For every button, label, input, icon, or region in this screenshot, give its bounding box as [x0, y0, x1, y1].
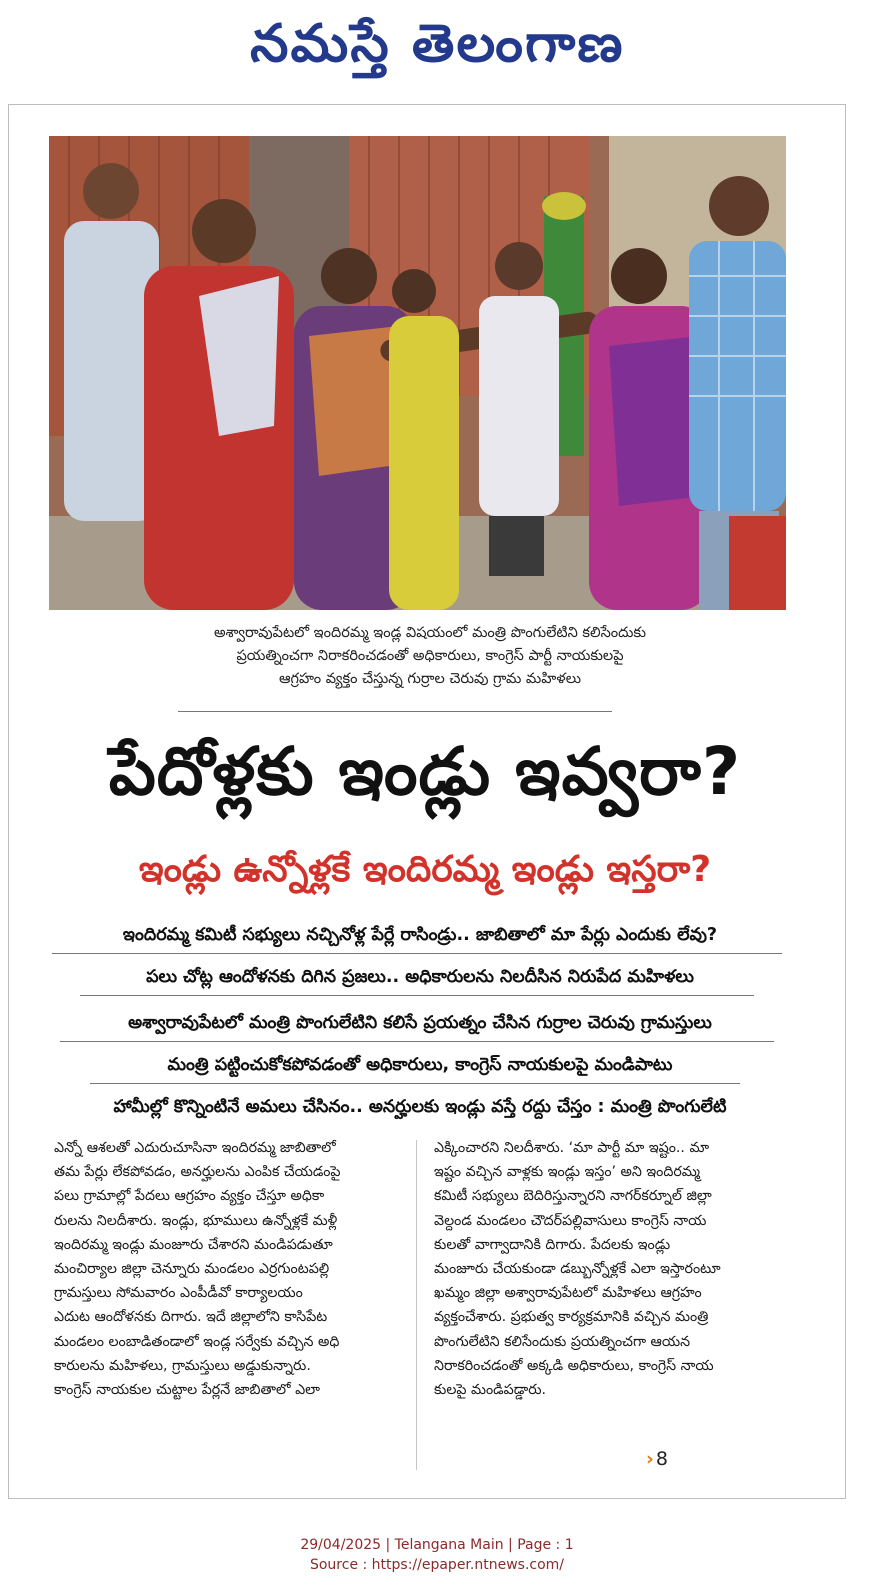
body-column-right [434, 1136, 780, 1402]
deck-rule [60, 1041, 774, 1042]
newspaper-title: నమస్తే తెలంగాణ [249, 13, 625, 74]
body-line: ఎక్కించారని నిలదీశారు. ‘మా పార్టీ మా ఇష్టం.. మా [434, 1140, 710, 1156]
body-line: కులపై మండిపడ్డారు. [434, 1382, 547, 1399]
continued-on-page[interactable] [646, 1448, 668, 1470]
deck-rule [80, 995, 754, 996]
caption-line: ప్రయత్నించగా నిరాకరించడంతో అధికారులు, కాంగ్రెస్ పార్టీ నాయకులపై [236, 648, 624, 664]
masthead [0, 0, 874, 100]
body-line: మంచిర్యాల జిల్లా చెన్నూరు మండలం ఎర్రగుంటపల్లి [54, 1261, 330, 1278]
body-line: ఎన్నో ఆశలతో ఎదురుచూసినా ఇందిరమ్మ జాబితాలో [54, 1140, 336, 1156]
deck-rule [90, 1083, 740, 1084]
body-line: గ్రామస్తులు సోమవారం ఎంపీడీవో కార్యాలయం [54, 1285, 303, 1302]
deck-rule [52, 953, 782, 954]
deck-line: మంత్రి పట్టించుకోకపోవడంతో అధికారులు, కాంగ్రెస్ నాయకులపై మండిపాటు [167, 1055, 673, 1075]
body-line: కులతో వాగ్వాదానికి దిగారు. పేదలకు ఇండ్లు [434, 1236, 671, 1253]
body-line: ఇందిరమ్మ ఇండ్లు మంజూరు చేశారని మండిపడుతూ [54, 1236, 333, 1253]
column-divider [416, 1140, 417, 1470]
body-line: వెల్దండ మండలం చౌదర్‌పల్లివాసులు కాంగ్రెస్ నాయ [434, 1212, 707, 1229]
body-line: కమిటీ సభ్యులు బెదిరిస్తున్నారని నాగర్‌కర్నూల్ జిల్లా [434, 1188, 712, 1205]
deck-line: ఇందిరమ్మ కమిటీ సభ్యులు నచ్చినోళ్ల పేర్లే రాసిండ్రు.. జాబితాలో మా పేర్లు ఎందుకు లేవు? [122, 925, 718, 945]
body-line: కారులను మహిళలు, గ్రామస్తులు అడ్డుకున్నారు. [54, 1357, 311, 1374]
body-line: ఇష్టం వచ్చిన వాళ్లకు ఇండ్లు ఇస్తం’ అని ఇందిరమ్మ [434, 1164, 701, 1181]
body-line: మంజూరు చేయకుండా డబ్బున్నోళ్లకే ఎలా ఇస్తారంటూ [434, 1261, 721, 1278]
footer-source-link[interactable]: Source : https://epaper.ntnews.com/ [309, 1557, 565, 1573]
continued-page-number: 8 [655, 1448, 668, 1470]
body-line: కాంగ్రెస్ నాయకుల చుట్టాల పేర్లనే జాబితాలో ఎలా [54, 1382, 321, 1399]
deck-line: అశ్వారావుపేటలో మంత్రి పొంగులేటిని కలిసే ప్రయత్నం చేసిన గుర్రాల చెరువు గ్రామస్తులు [128, 1013, 712, 1033]
caption-underline [178, 711, 612, 712]
body-line: ఎదుట ఆందోళనకు దిగారు. ఇదే జిల్లాలోని కాసిపేట [54, 1309, 328, 1326]
caption-line: ఆగ్రహం వ్యక్తం చేస్తున్న గుర్రాల చెరువు గ్రామ మహిళలు [278, 671, 582, 687]
headline: పేదోళ్లకు ఇండ్లు ఇవ్వరా? [108, 733, 742, 810]
footer-edition-info: 29/04/2025 | Telangana Main | Page : 1 [300, 1537, 574, 1553]
chevron-right-icon: › [646, 1448, 654, 1470]
photo-caption [120, 622, 740, 691]
deck-line: పలు చోట్ల ఆందోళనకు దిగిన ప్రజలు.. అధికారులను నిలదీసిన నిరుపేద మహిళలు [146, 967, 694, 987]
caption-line: అశ్వారావుపేటలో ఇందిరమ్మ ఇండ్ల విషయంలో మంత్రి పొంగులేటిని కలిసేందుకు [214, 625, 646, 641]
body-line: వ్యక్తంచేశారు. ప్రభుత్వ కార్యక్రమానికి వచ్చిన మంత్రి [434, 1309, 709, 1326]
body-column-left [54, 1136, 400, 1402]
subheadline: ఇండ్లు ఉన్నోళ్లకే ఇందిరమ్మ ఇండ్లు ఇస్తరా? [138, 849, 712, 890]
body-line: ఖమ్మం జిల్లా అశ్వారావుపేటలో మహిళలు ఆగ్రహం [434, 1285, 702, 1302]
body-line: పొంగులేటిని కలిసేందుకు ప్రయత్నించగా ఆయన [434, 1333, 691, 1350]
body-line: పలు గ్రామాల్లో పేదలు ఆగ్రహం వ్యక్తం చేస్తూ అధికా [54, 1188, 325, 1205]
body-line: తమ పేర్లు లేకపోవడం, అనర్హులను ఎంపిక చేయడంపై [54, 1164, 341, 1181]
body-line: మండలం లంబాడితండాలో ఇండ్ల సర్వేకు వచ్చిన అధి [54, 1333, 340, 1350]
body-line: నిరాకరించడంతో అక్కడి అధికారులు, కాంగ్రెస్ నాయ [434, 1357, 714, 1374]
body-line: రులను నిలదీశారు. ఇండ్లు, భూములు ఉన్నోళ్లకే మళ్లీ [54, 1212, 338, 1229]
deck-line: హామీల్లో కొన్నింటినే అమలు చేసినం.. అనర్హులకు ఇండ్లు వస్తే రద్దు చేస్తం : మంత్రి పొంగులేటి [113, 1097, 727, 1117]
news-photo [49, 136, 786, 610]
protest-photo-illustration [49, 136, 786, 610]
